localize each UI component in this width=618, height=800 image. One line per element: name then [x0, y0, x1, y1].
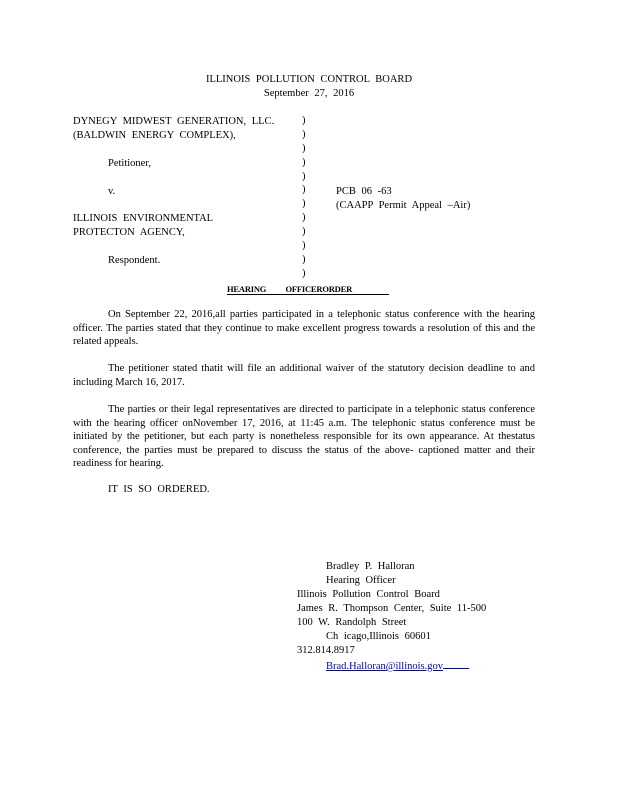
versus: v. — [108, 186, 116, 197]
so-ordered: IT IS SO ORDERED. — [108, 484, 210, 495]
paren: ) — [302, 156, 306, 168]
respondent-name: ILLINOIS ENVIRONMENTAL — [73, 213, 214, 224]
petitioner-role: Petitioner, — [108, 158, 152, 169]
address-line2: 100 W. Randolph Street — [297, 617, 407, 628]
address-line1: James R. Thompson Center, Suite 11-500 — [297, 603, 487, 614]
signatory-name: Bradley P. Halloran — [326, 561, 415, 572]
email-link[interactable]: Brad.Halloran@illinois.gov — [326, 661, 443, 672]
email-underline-tail — [443, 658, 469, 669]
paren: ) — [302, 142, 306, 154]
case-type: (CAAPP Permit Appeal –Air) — [336, 200, 471, 211]
petitioner-facility: (BALDWIN ENERGY COMPLEX), — [73, 130, 236, 141]
paren: ) — [302, 226, 306, 238]
petitioner-name: DYNEGY MIDWEST GENERATION, LLC. — [73, 116, 275, 127]
paren: ) — [302, 240, 306, 252]
signatory-title: Hearing Officer — [326, 575, 396, 586]
header-date: September 27, 2016 — [263, 88, 355, 99]
signatory-org: Illinois Pollution Control Board — [297, 589, 440, 600]
paren: ) — [302, 267, 306, 279]
address-city: Ch icago,Illinois 60601 — [326, 631, 431, 642]
email-line — [326, 658, 469, 674]
paren: ) — [302, 184, 306, 196]
paren: ) — [302, 253, 306, 265]
paragraph-waiver: The petitioner stated thatit will file an additional waiver of the statutory decision deadline to and including March 16, 2017. — [73, 363, 535, 388]
paragraph-status-conference: On September 22, 2016,all parties participated in a telephonic status conference with the hearing officer. The parties stated that they continue to make excellent progress towards a resolution of this and the related appeals. — [73, 309, 535, 347]
paren: ) — [302, 128, 306, 140]
respondent-role: Respondent. — [108, 255, 161, 266]
paragraph-directive: The parties or their legal representatives are directed to participate in a telephonic status conference with the hearing officer onNovember 17, 2016, at 11:45 a.m. The telephonic status conference must be initiated by the petitioner, but each party is nonetheless responsible for its own appearance. At thestatus conference, the parties must be prepared to discuss the status of the above- captioned matter and their readiness for hearing. — [73, 404, 535, 469]
paren: ) — [302, 115, 306, 126]
title-underline — [227, 294, 389, 295]
paren: ) — [302, 212, 306, 224]
phone-number: 312.814.8917 — [297, 645, 355, 656]
board-heading: ILLINOIS POLLUTION CONTROL BOARD — [205, 74, 413, 85]
paren: ) — [302, 198, 306, 210]
caption-divider — [302, 114, 312, 281]
respondent-name-line2: PROTECTON AGENCY, — [73, 227, 185, 238]
order-title: HEARING OFFICERORDER — [227, 284, 353, 294]
paren: ) — [302, 170, 306, 182]
case-number: PCB 06 -63 — [336, 186, 392, 197]
